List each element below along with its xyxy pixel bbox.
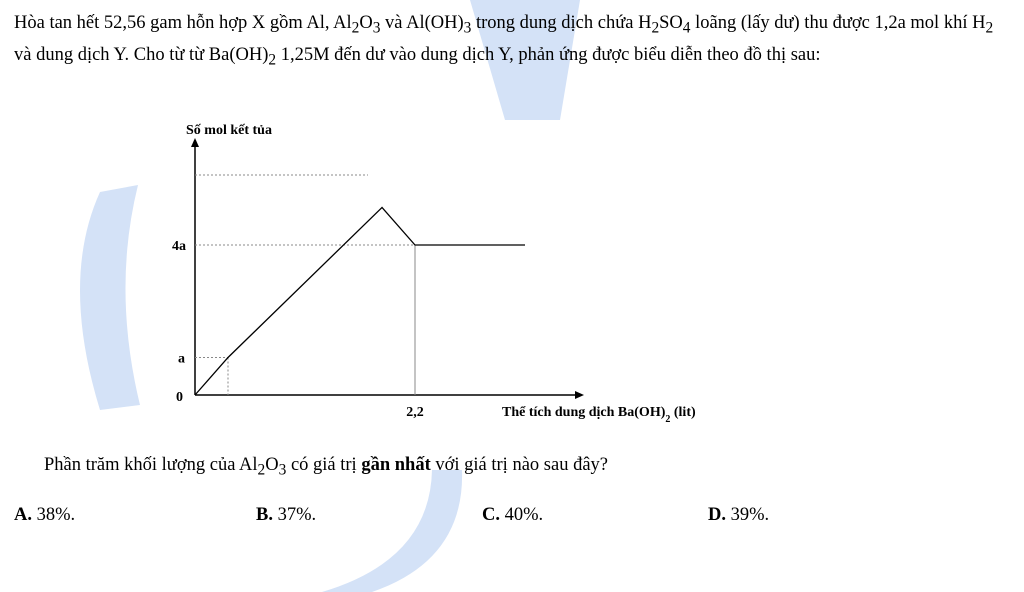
origin-label: 0 bbox=[176, 390, 183, 405]
answer-options bbox=[14, 502, 1014, 532]
question-text: Phần trăm khối lượng của $Al_2O_3$ có giá trị gần nhất với giá trị nào sau đây? bbox=[44, 455, 608, 479]
x-axis-label: Thể tích dung dịch $Ba(OH)_2$ (lit) bbox=[502, 405, 696, 425]
y-axis-label: Số mol kết tủa bbox=[186, 123, 272, 138]
y-tick-label-4a: 4a bbox=[172, 239, 186, 254]
x-axis-arrow bbox=[575, 391, 584, 399]
y-axis-arrow bbox=[191, 138, 199, 147]
x-tick-label-2-2: 2,2 bbox=[406, 405, 424, 420]
answer-option-d[interactable]: D. 39%. bbox=[708, 505, 770, 525]
precipitate-chart bbox=[150, 112, 850, 432]
precipitate-series-line bbox=[195, 208, 525, 396]
answer-option-b[interactable]: B. 37%. bbox=[256, 505, 317, 525]
problem-statement: Hòa tan hết 52,56 gam hỗn hợp X gồm Al, $Al_2O_3$ và $Al(OH)_3$ trong dung dịch chứa $H_2SO_4$ loãng (lấy dư) thu được 1,2a mol khí $H_2$ và dung dịch Y. Cho từ từ $Ba(OH)_2$ 1,25M đến dư vào dung dịch Y, phản ứng được biểu diễn theo đồ thị sau: bbox=[14, 13, 994, 69]
answer-option-a[interactable]: A. 38%. bbox=[14, 505, 76, 525]
y-tick-label-a: a bbox=[178, 351, 185, 367]
answer-option-c[interactable]: C. 40%. bbox=[482, 505, 544, 525]
